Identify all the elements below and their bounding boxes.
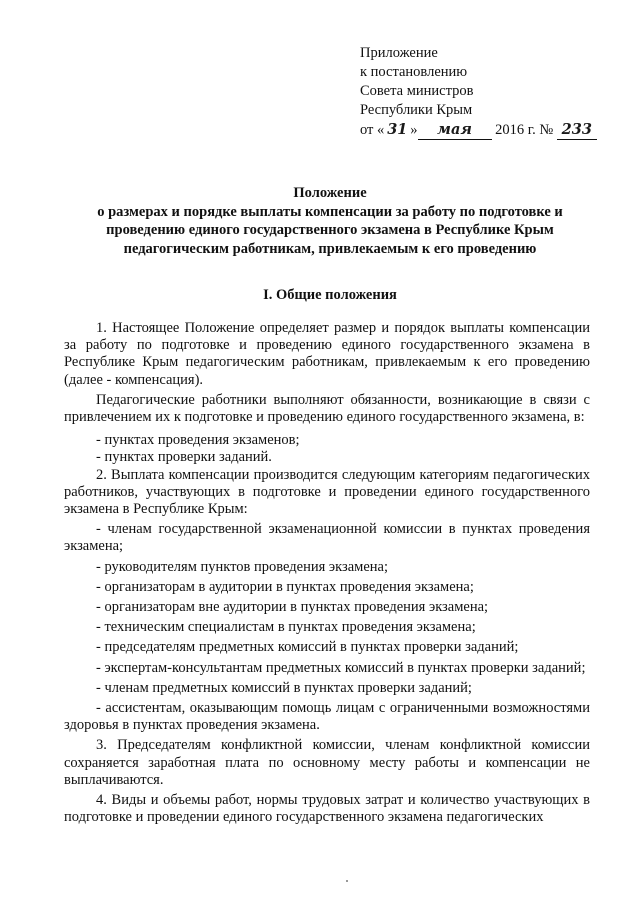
appendix-line-4: Республики Крым [360,102,473,118]
list1-item: - пунктах проведения экзаменов; [96,432,300,449]
handwritten-doc-number: 233 [557,120,597,140]
list2-item: - экспертам-консультантам предметных комиссий в пунктах проверки заданий; [96,659,586,676]
date-year: 2016 г. № [495,122,554,138]
section-heading: I. Общие положения [263,287,397,303]
appendix-line-2: к постановлению [360,64,468,80]
scan-speck [346,880,348,882]
document-title [70,184,590,258]
list1-item: - пунктах проверки заданий. [96,449,272,466]
list2-item: - членам предметных комиссий в пунктах проверки заданий; [96,679,472,696]
handwritten-day: 31 [387,121,408,138]
list2-item: - ассистентам, оказывающим помощь лицам с ограниченными возможностями здоровья в пунктах проведения экзамена. [64,700,590,734]
date-mid: » [410,122,418,138]
paragraph-1: 1. Настоящее Положение определяет размер и порядок выплаты компенсации за работу по подготовке и проведению единого государственного экзамена в Республике Крым педагогическим работникам, привлекаемым к его проведению (далее - компенсация). [64,320,590,388]
handwritten-month: мая [418,120,492,140]
list2-item: - председателям предметных комиссий в пунктах проверки заданий; [96,639,519,656]
date-prefix: от « [360,122,385,138]
document-body [64,320,590,826]
appendix-date-line [360,120,597,140]
list2-item: - техническим специалистам в пунктах проведения экзамена; [96,619,476,636]
appendix-line-1: Приложение [360,45,438,61]
list2-item: - членам государственной экзаменационной комиссии в пунктах проведения экзамена; [64,521,590,555]
title-line-2: о размерах и порядке выплаты компенсации за работу по подготовке и [97,203,563,220]
appendix-block [360,44,597,140]
list2-item: - руководителям пунктов проведения экзамена; [96,558,388,575]
appendix-line-3: Совета министров [360,83,474,99]
title-line-3: проведению единого государственного экзамена в Республике Крым [106,222,554,238]
list2-item: - организаторам в аудитории в пунктах проведения экзамена; [96,578,474,595]
title-line-4: педагогическим работникам, привлекаемым к его проведению [123,240,537,257]
title-line-1: Положение [293,185,367,201]
paragraph-5: 4. Виды и объемы работ, нормы трудовых затрат и количество участвующих в подготовке и проведении единого государственного экзамена педагогических [64,792,590,826]
paragraph-3: 2. Выплата компенсации производится следующим категориям педагогических работников, участвующих в подготовке и проведении единого государственного экзамена в Республике Крым: [64,466,590,518]
list2-item: - организаторам вне аудитории в пунктах проведения экзамена; [96,599,489,616]
paragraph-4: 3. Председателям конфликтной комиссии, членам конфликтной комиссии сохраняется заработная плата по основному месту работы и компенсации не выплачиваются. [64,737,590,788]
paragraph-2: Педагогические работники выполняют обязанности, возникающие в связи с привлечением их к подготовке и проведению единого государственного экзамена, в: [64,391,590,426]
